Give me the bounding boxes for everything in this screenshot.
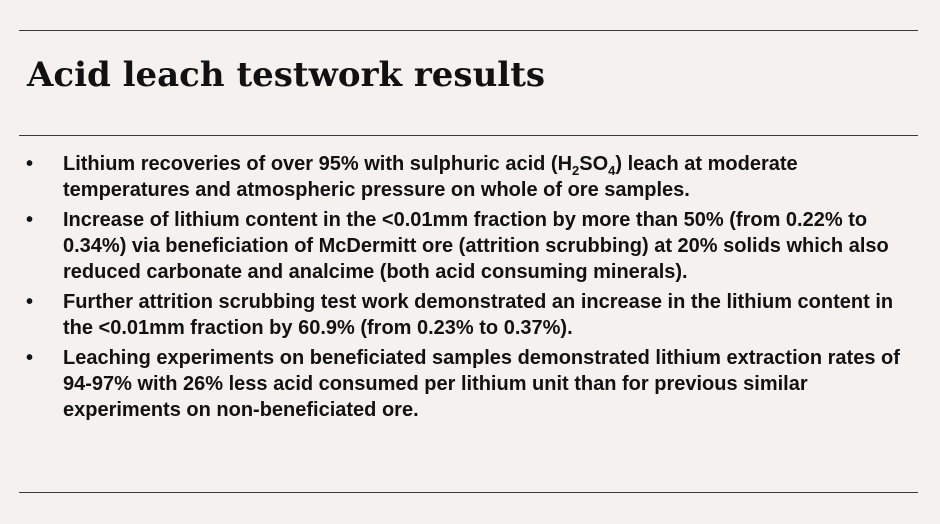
subscript-text: 4 bbox=[608, 163, 616, 178]
text-segment: SO bbox=[579, 153, 609, 175]
subscript-text: 2 bbox=[572, 163, 580, 178]
text-segment: Increase of lithium content in the <0.01mm fraction by more than 50% (from 0.22% to 0.34%) via beneficiation of McDermitt ore (attrition scrubbing) at 20% solids which also reduced carbonate and analcime (both acid consuming minerals). bbox=[63, 209, 889, 283]
bullet-marker: • bbox=[26, 347, 34, 369]
text-segment: Further attrition scrubbing test work demonstrated an increase in the lithium content in the <0.01mm fraction by 60.9% (from 0.23% to 0.37%). bbox=[63, 291, 894, 339]
text-segment: Leaching experiments on beneficiated samples demonstrated lithium extraction rates of 94-97% with 26% less acid consumed per lithium unit than for previous similar experiments on non-beneficiated ore. bbox=[63, 347, 900, 421]
bullet-item bbox=[26, 345, 916, 423]
text-segment: ) leach at moderate temperatures and atmospheric pressure on whole of ore samples. bbox=[63, 153, 798, 201]
bottom-divider bbox=[19, 492, 918, 493]
bullet-marker: • bbox=[26, 153, 34, 175]
bullet-text bbox=[63, 153, 798, 201]
bullet-item bbox=[26, 289, 916, 341]
top-divider bbox=[19, 30, 918, 31]
bullet-marker: • bbox=[26, 209, 34, 231]
bullet-text bbox=[63, 209, 889, 283]
bullet-marker: • bbox=[26, 291, 34, 313]
bullet-item bbox=[26, 151, 916, 203]
bullet-text bbox=[63, 347, 900, 421]
bullet-item bbox=[26, 207, 916, 285]
title-divider bbox=[19, 135, 918, 136]
bullet-text bbox=[63, 291, 893, 339]
bullet-list bbox=[26, 151, 916, 427]
slide-title: Acid leach testwork results bbox=[27, 55, 546, 95]
text-segment: Lithium recoveries of over 95% with sulphuric acid (H bbox=[63, 153, 573, 175]
